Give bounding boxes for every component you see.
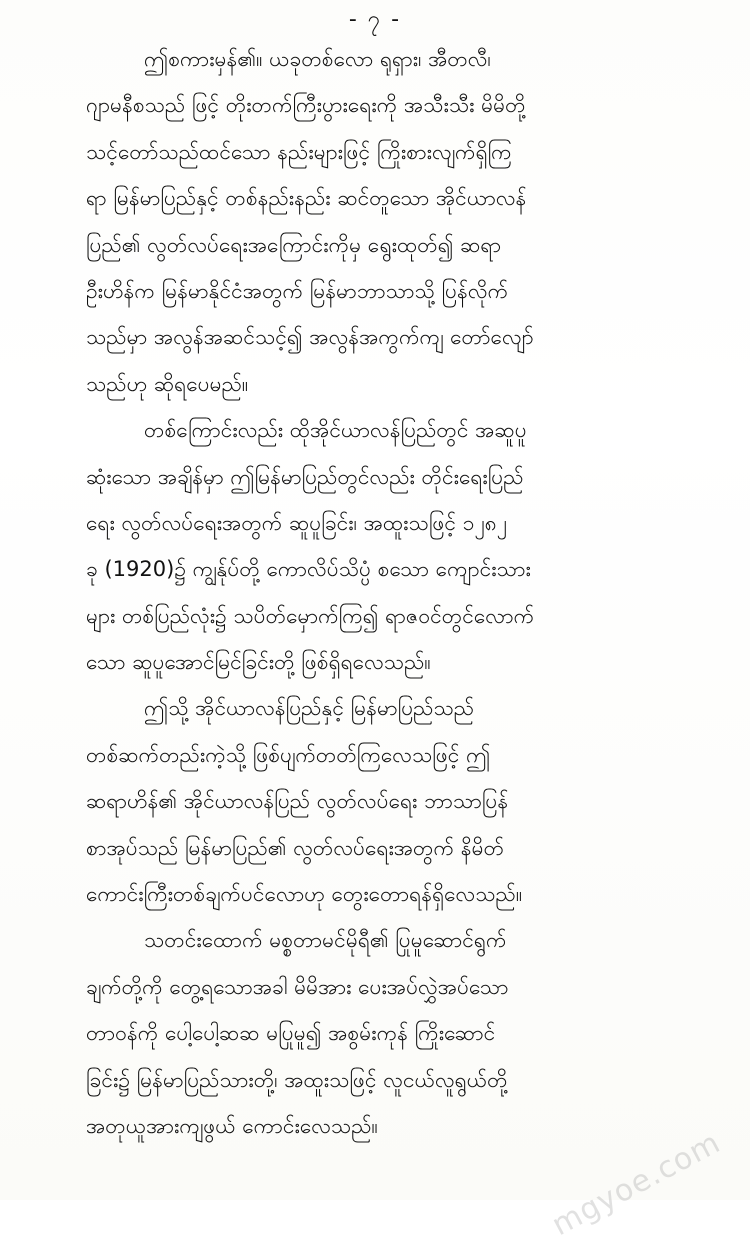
text-line: ရာ မြန်မာပြည်နှင့် တစ်နည်းနည်း ဆင်တူသော အိုင်ယာလန် bbox=[86, 186, 527, 211]
text-line: ဆုံးသော အချိန်မှာ ဤမြန်မာပြည်တွင်လည်း တိုင်းရေးပြည် bbox=[86, 464, 524, 489]
text-line: ဂျာမနီစသည် ဖြင့် တိုးတက်ကြီးပွားရေးကို အသီးသီး မိမိတို့ bbox=[86, 93, 526, 118]
text-line: ဤစကားမှန်၏။ ယခုတစ်လော ရုရှား၊ အီတလီ၊ bbox=[144, 47, 491, 71]
text-line: သော ဆူပူအောင်မြင်ခြင်းတို့ ဖြစ်ရှိရလေသည်။ bbox=[86, 650, 431, 675]
text-line: ပြည်၏ လွတ်လပ်ရေးအကြောင်းကိုမှ ရွေးထုတ်၍ ဆရာ bbox=[86, 232, 502, 257]
text-line: တာဝန်ကို ပေါ့ပေါ့ဆဆ မပြုမူ၍ အစွမ်းကုန် ကြိုးဆောင် bbox=[86, 1021, 496, 1046]
text-line: သည်မှာ အလွန်အဆင်သင့်၍ အလွန်အကွက်ကျ တော်လျော် bbox=[86, 325, 534, 350]
text-line: ဆရာဟိန်၏ အိုင်ယာလန်ပြည် လွတ်လပ်ရေး ဘာသာပြန် bbox=[86, 789, 509, 814]
text-line: တစ်ဆက်တည်းကဲ့သို့ ဖြစ်ပျက်တတ်ကြလေသဖြင့် ဤ bbox=[86, 742, 491, 767]
page-number: - ၇ - bbox=[348, 7, 402, 32]
text-line: တစ်ကြောင်းလည်း ထိုအိုင်ယာလန်ပြည်တွင် အဆူပူ bbox=[144, 418, 527, 443]
text-line: သည်ဟု ဆိုရပေမည်။ bbox=[86, 371, 249, 396]
text-line: ဦးဟိန်က မြန်မာနိုင်ငံအတွက် မြန်မာဘာသာသို့ ပြန်လိုက် bbox=[86, 278, 509, 303]
text-line: သတင်းထောက် မစ္စတာမင်မိုရီ၏ ပြုမူဆောင်ရွက် bbox=[144, 928, 507, 953]
text-line: သင့်တော်သည်ထင်သော နည်းများဖြင့် ကြိုးစားလျက်ရှိကြ bbox=[86, 139, 512, 164]
text-line: ရေး လွတ်လပ်ရေးအတွက် ဆူပူခြင်း၊ အထူးသဖြင့် ၁၂၈၂ bbox=[86, 510, 508, 535]
text-line: အတုယူအားကျဖွယ် ကောင်းလေသည်။ bbox=[86, 1113, 378, 1138]
body-text bbox=[86, 36, 666, 1149]
text-line: ခြင်း၌ မြန်မာပြည်သားတို့၊ အထူးသဖြင့် လူငယ်လူရွယ်တို့ bbox=[86, 1067, 508, 1092]
watermark: mgyoe.com bbox=[545, 1125, 726, 1243]
text-line: ချက်တို့ကို တွေ့ရသောအခါ မိမိအား ပေးအပ်လွှဲအပ်သော bbox=[86, 974, 509, 999]
text-line: ခု (1920)၌ ကျွန်ုပ်တို့ ကောလိပ်သိပ္ပံ စသော ကျောင်းသား bbox=[86, 557, 531, 582]
text-line: ကောင်းကြီးတစ်ချက်ပင်လောဟု တွေးတောရန်ရှိလေသည်။ bbox=[86, 882, 523, 907]
text-line: များ တစ်ပြည်လုံး၌ သပိတ်မှောက်ကြ၍ ရာဇဝင်တွင်လောက် bbox=[86, 603, 535, 628]
text-line: စာအုပ်သည် မြန်မာပြည်၏ လွတ်လပ်ရေးအတွက် နိမိတ် bbox=[86, 835, 505, 860]
text-line: ဤသို့ အိုင်ယာလန်ပြည်နှင့် မြန်မာပြည်သည် bbox=[144, 696, 475, 721]
